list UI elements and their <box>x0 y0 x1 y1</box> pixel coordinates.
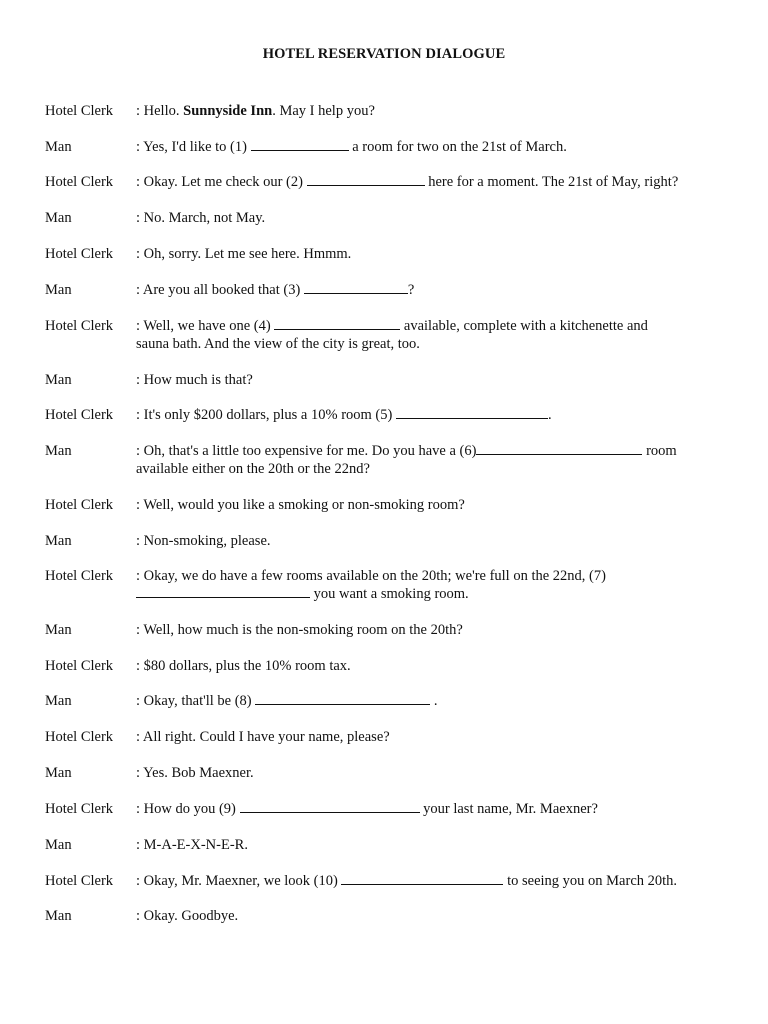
dialogue-text-pre: : Okay. Let me check our (2) <box>136 174 307 190</box>
dialogue-text-pre: : Hello. <box>136 103 184 119</box>
dialogue-text: : Well, how much is the non-smoking room on the 20th? <box>136 622 463 638</box>
dialogue-text-post: a room for two on the 21st of March. <box>348 139 567 155</box>
dialogue-text-continuation <box>136 585 736 603</box>
dialogue-text-pre: : How do you (9) <box>136 801 240 817</box>
speaker-label: Hotel Clerk <box>45 873 114 889</box>
speaker-label: Hotel Clerk <box>45 497 114 513</box>
dialogue-text-post: . May I help you? <box>272 103 375 119</box>
speaker-label: Man <box>45 622 72 638</box>
dialogue-text-pre: : Okay, we do have a few rooms available on the 20th; we're full on the 22nd, (7) <box>136 568 606 584</box>
speaker-label: Hotel Clerk <box>45 801 114 817</box>
dialogue-text-post: here for a moment. The 21st of May, right? <box>424 174 679 190</box>
speaker-label: Man <box>45 210 72 226</box>
speaker-label: Hotel Clerk <box>45 658 114 674</box>
blank-2[interactable] <box>307 173 425 186</box>
dialogue-text-post: available, complete with a kitchenette and <box>400 318 648 334</box>
blank-10[interactable] <box>341 872 503 885</box>
blank-5[interactable] <box>396 406 548 419</box>
dialogue-text: : Well, would you like a smoking or non-smoking room? <box>136 497 465 513</box>
dialogue-text-post: room <box>642 443 677 459</box>
dialogue-text-post: your last name, Mr. Maexner? <box>419 801 598 817</box>
dialogue-text <box>136 281 736 299</box>
dialogue-text-continuation: sauna bath. And the view of the city is great, too. <box>136 336 420 352</box>
speaker-label: Man <box>45 443 72 459</box>
blank-4[interactable] <box>274 317 400 330</box>
speaker-label: Man <box>45 693 72 709</box>
dialogue-text: : Okay. Goodbye. <box>136 908 239 924</box>
speaker-label: Hotel Clerk <box>45 103 114 119</box>
dialogue-text: : Non-smoking, please. <box>136 533 271 549</box>
dialogue-text-pre: : Are you all booked that (3) <box>136 282 304 298</box>
inn-name: Sunnyside Inn <box>183 103 273 119</box>
dialogue-text-pre: : Okay, that'll be (8) <box>136 693 256 709</box>
dialogue-text: : $80 dollars, plus the 10% room tax. <box>136 658 351 674</box>
dialogue-text-post: you want a smoking room. <box>310 586 469 602</box>
dialogue-text <box>136 442 736 478</box>
speaker-label: Hotel Clerk <box>45 729 114 745</box>
dialogue-text-continuation: available either on the 20th or the 22nd? <box>136 461 370 477</box>
speaker-label: Hotel Clerk <box>45 318 114 334</box>
speaker-label: Man <box>45 139 72 155</box>
blank-3[interactable] <box>304 281 408 294</box>
dialogue-text <box>136 692 736 710</box>
dialogue-text <box>136 406 736 424</box>
dialogue-text <box>136 102 736 120</box>
dialogue-text: : Yes. Bob Maexner. <box>136 765 254 781</box>
dialogue-text: : Oh, sorry. Let me see here. Hmmm. <box>136 246 352 262</box>
dialogue-text <box>136 138 736 156</box>
dialogue-text <box>136 317 736 353</box>
blank-6[interactable] <box>476 442 642 455</box>
dialogue-text: : All right. Could I have your name, please? <box>136 729 390 745</box>
dialogue-text-post: . <box>547 407 552 423</box>
speaker-label: Hotel Clerk <box>45 407 114 423</box>
speaker-label: Hotel Clerk <box>45 568 114 584</box>
speaker-label: Man <box>45 837 72 853</box>
speaker-label: Hotel Clerk <box>45 174 114 190</box>
blank-7[interactable] <box>136 585 310 598</box>
dialogue-text: : How much is that? <box>136 372 253 388</box>
blank-9[interactable] <box>240 800 420 813</box>
dialogue-text-pre: : Oh, that's a little too expensive for me. Do you have a (6) <box>136 443 477 459</box>
speaker-label: Hotel Clerk <box>45 246 114 262</box>
dialogue-text <box>136 567 736 603</box>
page-title: HOTEL RESERVATION DIALOGUE <box>262 46 506 62</box>
blank-8[interactable] <box>255 692 430 705</box>
dialogue-text-pre: : Well, we have one (4) <box>136 318 275 334</box>
speaker-label: Man <box>45 282 72 298</box>
dialogue-text <box>136 173 736 191</box>
dialogue-text: : No. March, not May. <box>136 210 266 226</box>
speaker-label: Man <box>45 533 72 549</box>
dialogue-text <box>136 800 736 818</box>
speaker-label: Man <box>45 372 72 388</box>
dialogue-text-post: . <box>430 693 438 709</box>
dialogue-text-pre: : Okay, Mr. Maexner, we look (10) <box>136 873 342 889</box>
dialogue-text-pre: : Yes, I'd like to (1) <box>136 139 251 155</box>
speaker-label: Man <box>45 908 72 924</box>
speaker-label: Man <box>45 765 72 781</box>
dialogue-text-pre: : It's only $200 dollars, plus a 10% room (5) <box>136 407 396 423</box>
dialogue-text <box>136 872 736 890</box>
blank-1[interactable] <box>251 138 349 151</box>
dialogue-text-post: ? <box>407 282 415 298</box>
dialogue-text-post: to seeing you on March 20th. <box>503 873 678 889</box>
dialogue-text: : M-A-E-X-N-E-R. <box>136 837 248 853</box>
